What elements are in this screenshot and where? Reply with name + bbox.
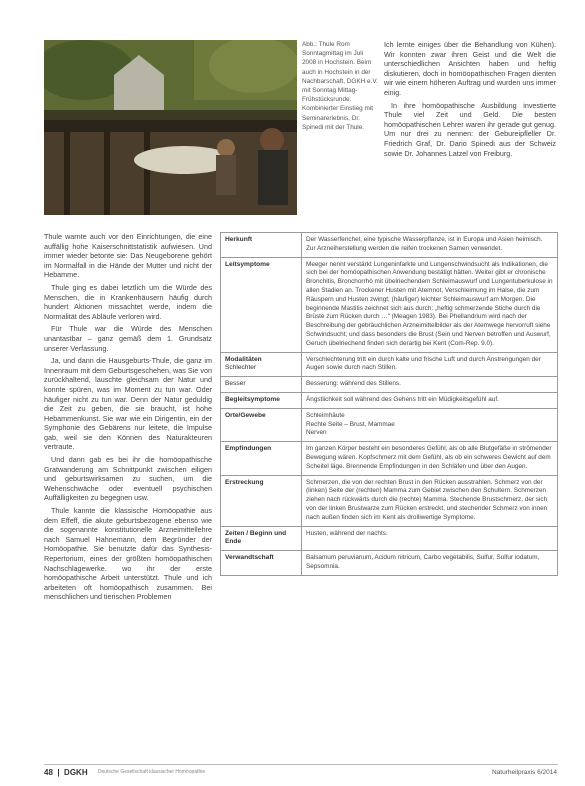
paragraph: In ihre homöopathische Ausbildung investierte Thule viel Zeit und Geld. Die besten homöopathischen Lehrer waren ihr gerade gut genug. Um nur drei zu nennen: der Gebureipfleller Dr. Friedrich Graf, Dr. Dario Spinedi aus der Schweiz sowie Dr. Johannes Latzel von Freiburg.	[384, 100, 556, 158]
table-row	[221, 392, 558, 408]
table-row	[221, 526, 558, 551]
row-key: Leitsymptome	[221, 257, 302, 352]
row-value: Der Wasserfenchel, eine typische Wasserpflanze, ist in Europa und Asien heimisch. Zur Arzneiherstellung werden die reifen trockenen Samen verwendet.	[302, 233, 558, 258]
row-value: Im ganzen Körper besteht ein besonderes Gefühl, als ob alle Blutgefäße in strömender Bewegung wären. Kopfschmerz mit dem Gefühl, als ob ein schweres Gewicht auf dem Scheitel läge. Brennende Empfindungen in den Schläfen und über den Augen.	[302, 442, 558, 475]
footer-divider	[44, 764, 558, 765]
journal-issue: Naturheilpraxis 6/2014	[491, 769, 557, 776]
table-row	[221, 352, 558, 377]
row-key: Begleitsymptome	[221, 392, 302, 408]
row-value: Ängstlichkeit soll während des Gehens tritt ein Müdigkeitsgefühl auf.	[302, 392, 558, 408]
row-value: Besserung: während des Stillens.	[302, 377, 558, 393]
paragraph: Thule kannte die klassische Homöopathie aus dem Effeff, die akute geburtsbezogene ebenso wie die sogenannte konstitutionelle Arzneimittellehre nach Samuel Hahnemann, dem Begründer der Homöopathie. Sie benutzte dafür das Synthesis-Repertorium, eines der größten homöopathischen Nachschlagewerke. wo ihr der erste homöopathische Arbeit unterstützt. Thule und ich arbeiteten oft homöopathisch zusammen. Bei menschlichen und tierischen Problemen	[44, 506, 212, 602]
row-key: Modalitäten Schlechter	[221, 352, 302, 377]
row-value: Balsamum peruvianum, Acidum nitricum, Carbo vegetabilis, Sulfur, Sulfur iodatum, Sepsomnia.	[302, 551, 558, 576]
row-key: Orte/Gewebe	[221, 408, 302, 441]
table-row	[221, 551, 558, 576]
table-row	[221, 442, 558, 475]
table-row	[221, 257, 558, 352]
paragraph: Thule ging es dabei letztlich um die Würde des Menschen, die in Krankenhäusern häufig durch hundert Aktionen missachtet werde, indem die Normalität des Abläufe verloren wird.	[44, 282, 212, 321]
row-value: Schleimhäute Rechte Seite – Brust, Mammae Nerven	[302, 408, 558, 441]
row-value: Schmerzen, die von der rechten Brust in den Rücken ausstrahlen. Schmerz von der (linken) Seite der (rechten) Mamma zum Gebiet zwischen den Schultern. Schmerzen ziehen nach rückwärts durch die (rechte) Mamma. Stechende Brustschmerz, der sich von der linken Brustwarze zum Rücken erstreckt, und stechender Schmerz von innen nach außen finden sich im Kent als drolliwertige Symptome.	[302, 475, 558, 526]
logo-text: Deutsche Gesellschaft klassischer Homöopathie	[97, 769, 206, 776]
paragraph: Für Thule war die Würde des Menschen unantastbar – ganz gemäß dem 1. Grundsatz unserer Verfassung.	[44, 324, 212, 353]
row-value: Verschlechterung tritt ein durch kalte und frische Luft und durch Anstrengungen der Augen sowie durch nach Stillen.	[302, 352, 558, 377]
paragraph: Ich lernte einiges über die Behandlung von Kühen). Wir konnten zwar ihren Geist und die Welt die unterschiedlichen Ansichten haben und heftig diskutieren, doch in homöopathischen Fragen dienten wir wie einem höheren Auftrag und wurden uns immer einig.	[384, 40, 556, 97]
row-value: Husten, während der nachts.	[302, 526, 558, 551]
row-key: Empfindungen	[221, 442, 302, 475]
brand: DGKH	[64, 768, 88, 777]
table-row	[221, 233, 558, 258]
row-key: Besser	[221, 377, 302, 393]
paragraph: Ja, und dann die Hausgeburts-Thule, die ganz im Innenraum mit dem Geburtsgeschehen, was Sie von zurückhaltend, lauschte gleichsam der Natur und konnte spüren, was im Moment zu tun war. Oder häufiger nicht zu tun war. Denn der Natur geduldig die Zeit zu geben, die sie braucht, ist hohe Hebammenkunst. Sie war wie ein Dirigentin, ein der Symphonie des Gebärens nur leitete, die Impulse gab, weil sie den Können des Naturakteuren vertraute.	[44, 356, 212, 452]
page-number: 48	[44, 768, 53, 777]
table-row	[221, 475, 558, 526]
row-key: Erstreckung	[221, 475, 302, 526]
photo	[44, 40, 297, 215]
paragraph: Und dann gab es bei ihr die homöopathische Gratwanderung am Schnittpunkt zwischen eiligen und geburtswirksamen zu suchen, um die Wehenschwäche oder eventuell psychischen Auffälligkeiten zu begegnen usw.	[44, 455, 212, 503]
photo-caption: Abb.: Thule Rom Sonntagmittag im Juli 2008 in Hochstein. Beim auch in Hochstein in der Nachbarschaft, DGKH e.V. mit Sonntag Mittag-Frühstücksrunde. Kombinierter Einstieg mit Seminarerlebnis, Dr. Spinedi mit der Thule.	[302, 41, 378, 131]
row-key: Herkunft	[221, 233, 302, 258]
paragraph: Thule warnte auch vor den Einrichtungen, die eine auffällig hohe Kaiserschnittstatistik aufwiesen. Und immer wieder betonte sie: Das Neugeborene gehört im Normalfall in die Hände der Mutter und nicht der Hebamme.	[44, 232, 212, 280]
row-key: Zeiten / Beginn und Ende	[221, 526, 302, 551]
table-row	[221, 408, 558, 441]
footer-left: 48 | DGKH Deutsche Gesellschaft klassischer Homöopathie	[44, 768, 206, 777]
remedy-table	[220, 232, 558, 576]
row-key: Verwandtschaft	[221, 551, 302, 576]
left-column-text	[44, 232, 212, 605]
photo-image	[44, 40, 297, 215]
table-row	[221, 377, 558, 393]
top-right-text	[384, 40, 556, 161]
row-value: Meeger nennt verstärkt Lungeninfarkte und Lungenschwindsucht als Indikationen, die sich bei der homöopathischen Anwendung bestätigt hätten. Weiter gibt er chronische Bronchitis, Bronchorrhö mit übelriechendem Schleimauswurf und Lungentuberkulose in allen Stadien an. Trockener Husten mit Atemnot, Verschleimung im Halse, die zum Räuspern und Husten zwingt; (häufiger) leichter Schleimauswurf am Morgen. Die beginnende Mastitis zeichnet sich aus durch: „heftig schmerzende Stiche durch die Brüste zum Rücken durch …“ (Meagen 1983). Bei Phellandrium wird nach der Beschreibung der gebräuchlichen Arzneimittelbilder als der Atemwege hervorruft siehe Schwindsucht; und dass besonders die Brust (Sein und Nerven betroffen und Auswurf, Geruch übelriechend finden sich derartig bei Kent (Com-Rep. 9.0).	[302, 257, 558, 352]
